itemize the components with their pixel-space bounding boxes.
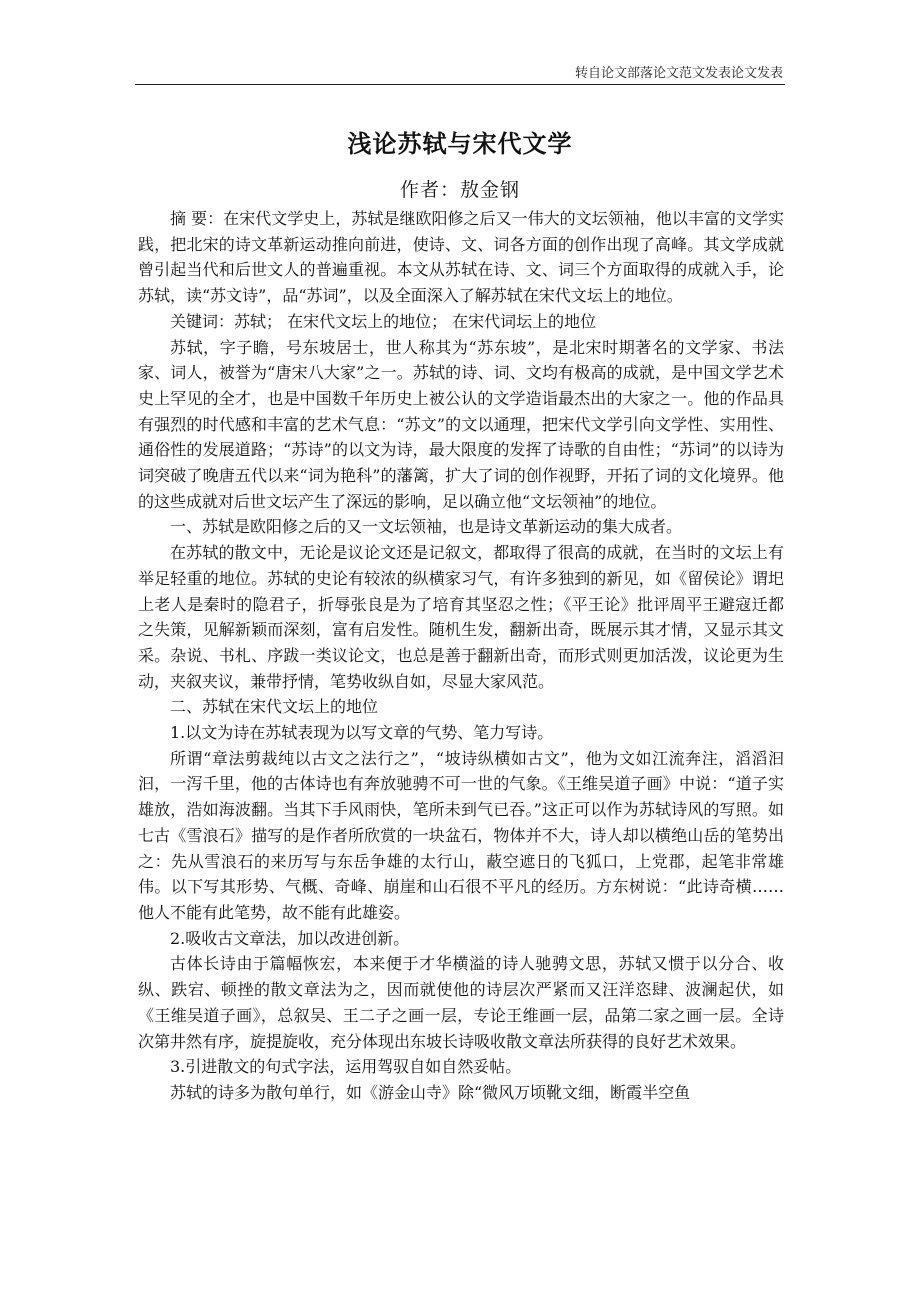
header-source-note: 转自论文部落论文范文发表论文发表	[574, 66, 783, 81]
subsection-heading: 3.引进散文的句式字法，运用驾驭自如自然妥帖。	[170, 1057, 522, 1077]
article-body	[138, 206, 784, 1106]
header-rule	[135, 84, 785, 85]
article-author: 作者：敖金钢	[399, 179, 520, 201]
body-paragraph: 所谓“章法剪裁纯以古文之法行之”，“坡诗纵横如古文”，他为文如江流奔注，滔滔汩汩，一泻千里，他的古体诗也有奔放驰骋不可一世的气象。《王维吴道子画》中说：“道子实雄放，浩如海波翻。当其下手风雨快，笔所未到气已吞。”这正可以作为苏轼诗风的写照。如七古《雪浪石》描写的是作者所欣赏的一块盆石，物体并不大，诗人却以横绝山岳的笔势出之：先从雪浪石的来历写与东岳争雄的太行山，蔽空遮日的飞狐口，上党郡，起笔非常雄伟。以下写其形势、气概、奇峰、崩崖和山石很不平凡的经历。方东树说：“此诗奇横……他人不能有此笔势，故不能有此雄姿。	[138, 748, 784, 922]
abstract-paragraph: 摘 要：在宋代文学史上，苏轼是继欧阳修之后又一伟大的文坛领袖，他以丰富的文学实践，把北宋的诗文革新运动推向前进，使诗、文、词各方面的创作出现了高峰。其文学成就曾引起当代和后世文人的普遍重视。本文从苏轼在诗、文、词三个方面取得的成就入手，论苏轼，读“苏文诗”，品“苏词”，以及全面深入了解苏轼在宋代文坛上的地位。	[138, 209, 784, 306]
keywords-paragraph: 关键词：苏轼； 在宋代文坛上的地位； 在宋代词坛上的地位	[170, 311, 597, 331]
subsection-heading: 1.以文为诗在苏轼表现为以写文章的气势、笔力写诗。	[170, 723, 554, 743]
body-paragraph: 苏轼，字子瞻，号东坡居士，世人称其为“苏东坡”，是北宋时期著名的文学家、书法家、词人，被誉为“唐宋八大家”之一。苏轼的诗、词、文均有极高的成就，是中国文学艺术史上罕见的全才，也是中国数千年历史上被公认的文学造诣最杰出的大家之一。他的作品具有强烈的时代感和丰富的艺术气息：“苏文”的文以通理，把宋代文学引向文学性、实用性、通俗性的发展道路；“苏诗”的以文为诗，最大限度的发挥了诗歌的自由性；“苏词”的以诗为词突破了晚唐五代以来“词为艳科”的藩篱，扩大了词的创作视野，开拓了词的文化境界。他的这些成就对后世文坛产生了深远的影响，足以确立他“文坛领袖”的地位。	[138, 337, 784, 511]
body-paragraph: 古体长诗由于篇幅恢宏，本来便于才华横溢的诗人驰骋文思，苏轼又惯于以分合、收纵、跌宕、顿挫的散文章法为之，因而就使他的诗层次严紧而又汪洋恣肆、波澜起伏，如《王维吴道子画》，总叙吴、王二子之画一层，专论王维画一层，品第二家之画一层。全诗次第井然有序，旋提旋收，充分体现出东坡长诗吸收散文章法所获得的良好艺术效果。	[138, 954, 784, 1051]
article-title: 浅论苏轼与宋代文学	[347, 130, 573, 158]
section-heading: 二、苏轼在宋代文坛上的地位	[170, 697, 379, 717]
section-heading: 一、苏轼是欧阳修之后的又一文坛领袖，也是诗文革新运动的集大成者。	[170, 517, 683, 537]
body-paragraph: 在苏轼的散文中，无论是议论文还是记叙文，都取得了很高的成就，在当时的文坛上有举足轻重的地位。苏轼的史论有较浓的纵横家习气，有许多独到的新见，如《留侯论》谓圯上老人是秦时的隐君子，折辱张良是为了培育其坚忍之性；《平王论》批评周平王避寇迁都之失策，见解新颖而深刻，富有启发性。随机生发，翻新出奇，既展示其才情，又显示其文采。杂说、书札、序跋一类议论文，也总是善于翻新出奇，而形式则更加活泼，议论更为生动，夹叙夹议，兼带抒情，笔势收纵自如，尽显大家风范。	[138, 543, 784, 691]
subsection-heading: 2.吸收古文章法，加以改进创新。	[170, 928, 410, 948]
body-paragraph: 苏轼的诗多为散句单行，如《游金山寺》除“微风万顷靴文细，断霞半空鱼	[170, 1082, 691, 1102]
